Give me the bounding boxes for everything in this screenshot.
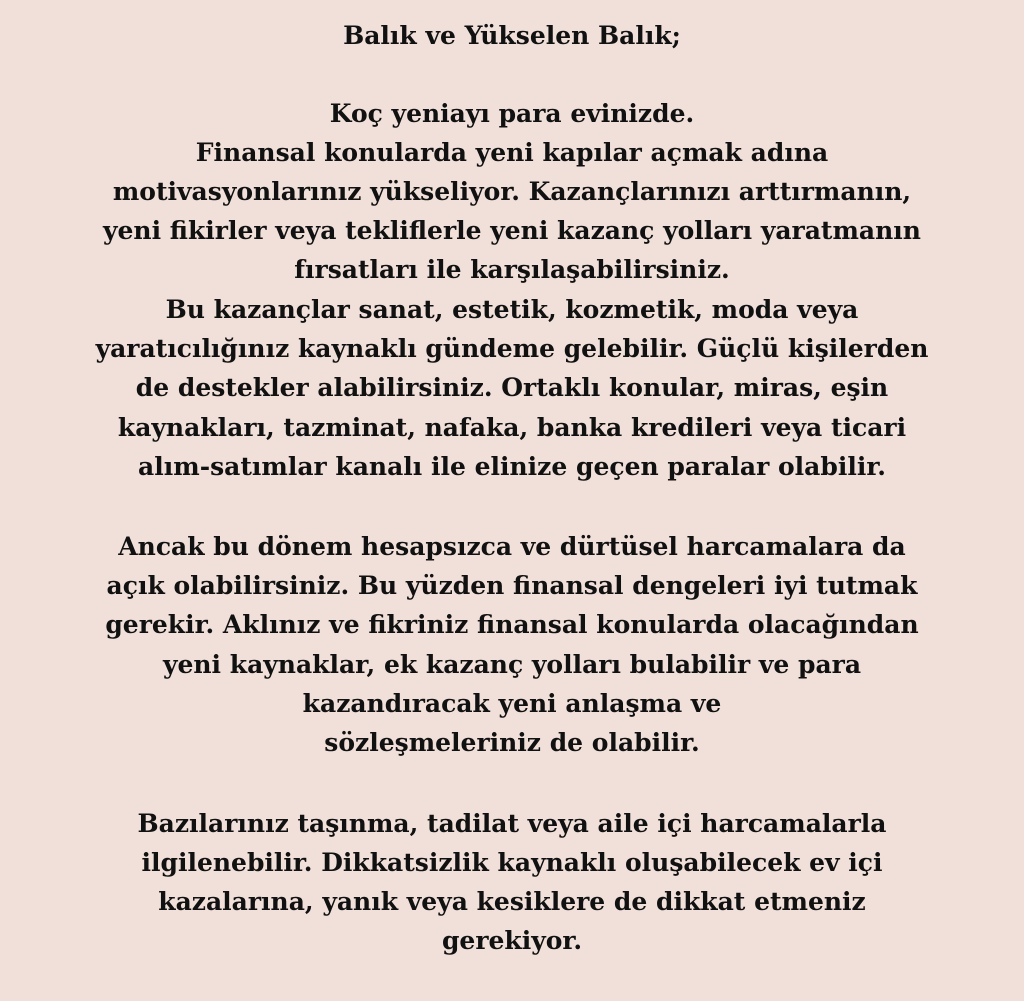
paragraph-2-line: yeni kaynaklar, ek kazanç yolları bulabilir ve para [162, 650, 862, 679]
paragraph-1-line: motivasyonlarınız yükseliyor. Kazançlarınızı arttırmanın, [112, 177, 912, 206]
paragraph-3-line: gerekiyor. [441, 926, 583, 955]
paragraph-2-line: açık olabilirsiniz. Bu yüzden finansal dengeleri iyi tutmak [106, 571, 918, 600]
paragraph-1-line: de destekler alabilirsiniz. Ortaklı konular, miras, eşin [135, 373, 889, 402]
paragraph-3-line: ilgilenebilir. Dikkatsizlik kaynaklı oluşabilecek ev içi [141, 848, 883, 877]
paragraph-3-line: kazalarına, yanık veya kesiklere de dikkat etmeniz [158, 887, 866, 916]
paragraph-1-line: Koç yeniayı para evinizde. [329, 99, 695, 128]
paragraph-1-line: yeni fikirler veya tekliflerle yeni kazanç yolları yaratmanın [103, 216, 921, 245]
paragraph-1-line: alım-satımlar kanalı ile elinize geçen paralar olabilir. [138, 452, 886, 481]
paragraph-1-line: kaynakları, tazminat, nafaka, banka kredileri veya ticari [117, 413, 907, 442]
paragraph-2-line: sözleşmeleriniz de olabilir. [324, 728, 700, 757]
paragraph-1-line: fırsatları ile karşılaşabilirsiniz. [294, 255, 730, 284]
paragraph-2-line: kazandıracak yeni anlaşma ve [302, 689, 722, 718]
paragraph-1-line: yaratıcılığınız kaynaklı gündeme gelebilir. Güçlü kişilerden [95, 334, 929, 363]
paragraph-1-line: Bu kazançlar sanat, estetik, kozmetik, moda veya [165, 295, 859, 324]
paragraph-3-line: Bazılarınız taşınma, tadilat veya aile içi harcamalarla [137, 809, 887, 838]
paragraph-1-line: Finansal konularda yeni kapılar açmak adına [195, 138, 829, 167]
page-title: Balık ve Yükselen Balık; [343, 21, 681, 50]
paragraph-2-line: gerekir. Aklınız ve fikriniz finansal konularda olacağından [105, 610, 919, 639]
paragraph-2-line: Ancak bu dönem hesapsızca ve dürtüsel harcamalara da [118, 532, 906, 561]
